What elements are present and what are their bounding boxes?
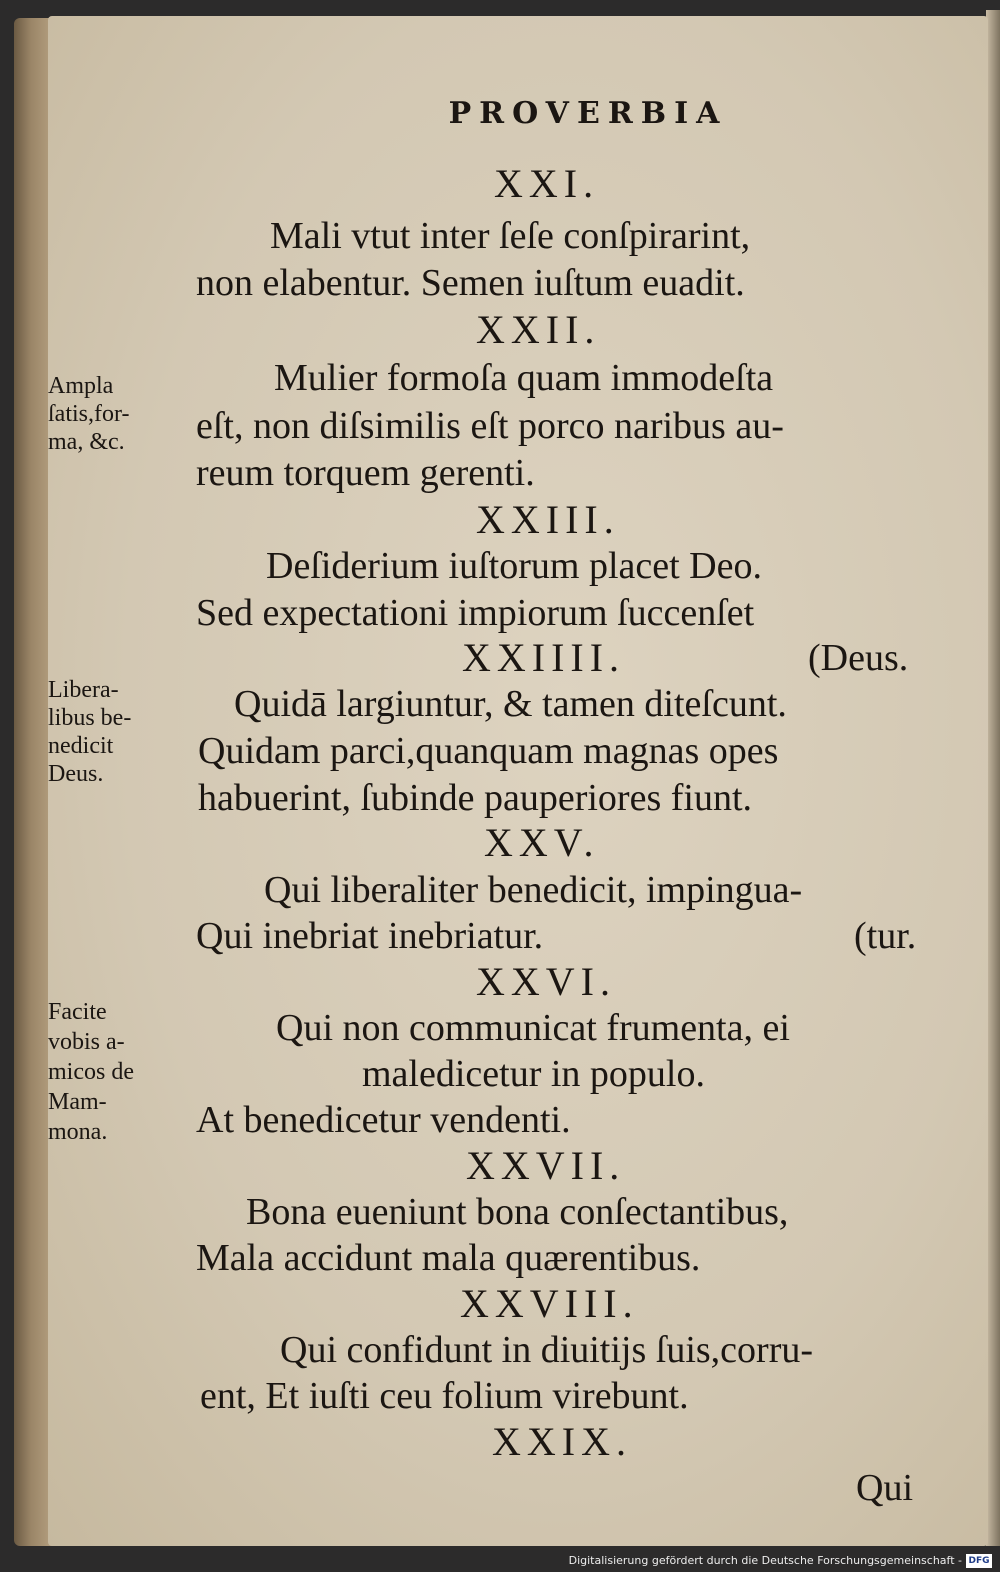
catchword: Qui bbox=[856, 1467, 913, 1509]
text-line: non elabentur. Semen iuſtum euadit. bbox=[196, 262, 745, 304]
running-head: PROVERBIA bbox=[448, 96, 728, 131]
text-line: Mala accidunt mala quærentibus. bbox=[196, 1237, 701, 1279]
book-page bbox=[48, 16, 988, 1546]
margin-note-line: Ampla bbox=[48, 373, 114, 399]
margin-note-line: Libera- bbox=[48, 677, 119, 703]
dfg-logo-icon: DFG bbox=[966, 1554, 992, 1568]
section-numeral: XXVIII. bbox=[460, 1281, 639, 1326]
margin-note-line: micos de bbox=[48, 1059, 134, 1085]
text-line: Quidam parci,quanquam magnas opes bbox=[198, 730, 779, 772]
section-numeral: XXV. bbox=[484, 820, 600, 865]
book-edge-right bbox=[986, 10, 1000, 1550]
text-line: Bona eueniunt bona conſectantibus, bbox=[246, 1191, 789, 1233]
margin-note-line: vobis a- bbox=[48, 1029, 125, 1055]
text-line: Qui liberaliter benedicit, impingua- bbox=[264, 869, 803, 911]
text-line: Sed expectationi impiorum ſuccenſet bbox=[196, 592, 755, 634]
margin-note-line: ſatis,for- bbox=[48, 401, 130, 427]
line-overflow: (Deus. bbox=[808, 637, 909, 679]
text-line: habuerint, ſubinde pauperiores fiunt. bbox=[198, 777, 753, 819]
text-line: Mali vtut inter ſeſe conſpirarint, bbox=[270, 215, 751, 257]
text-line: At benedicetur vendenti. bbox=[196, 1099, 571, 1141]
text-line: maledicetur in populo. bbox=[362, 1053, 705, 1095]
digitization-footer bbox=[0, 1546, 1000, 1572]
margin-note-line: Mam- bbox=[48, 1089, 107, 1115]
text-line: Qui inebriat inebriatur. bbox=[196, 915, 544, 957]
section-numeral: XXI. bbox=[494, 161, 600, 206]
section-numeral: XXIIII. bbox=[462, 635, 626, 680]
margin-note-line: nedicit bbox=[48, 733, 114, 759]
section-numeral: XXVI. bbox=[476, 959, 616, 1004]
text-line: ent, Et iuſti ceu folium virebunt. bbox=[200, 1375, 689, 1417]
funding-credit: Digitalisierung gefördert durch die Deutsche Forschungsgemeinschaft - bbox=[568, 1554, 962, 1567]
margin-note-line: mona. bbox=[48, 1119, 108, 1145]
text-line: eſt, non diſsimilis eſt porco naribus au- bbox=[196, 405, 784, 447]
text-line: Qui non communicat frumenta, ei bbox=[276, 1007, 790, 1049]
text-line: Mulier formoſa quam immodeſta bbox=[274, 357, 774, 399]
text-line: Qui confidunt in diuitijs ſuis,corru- bbox=[280, 1329, 814, 1371]
margin-note-line: Deus. bbox=[48, 761, 104, 787]
margin-note-line: ma, &c. bbox=[48, 429, 125, 455]
text-line: Quidā largiuntur, & tamen diteſcunt. bbox=[234, 683, 787, 725]
text-line: reum torquem gerenti. bbox=[196, 452, 535, 494]
text-line: Deſiderium iuſtorum placet Deo. bbox=[266, 545, 762, 587]
section-numeral: XXIX. bbox=[492, 1419, 632, 1464]
line-overflow: (tur. bbox=[854, 915, 917, 957]
margin-note-line: Facite bbox=[48, 999, 107, 1025]
section-numeral: XXII. bbox=[476, 307, 601, 352]
section-numeral: XXIII. bbox=[476, 497, 620, 542]
margin-note-line: libus be- bbox=[48, 705, 132, 731]
section-numeral: XXVII. bbox=[466, 1143, 626, 1188]
